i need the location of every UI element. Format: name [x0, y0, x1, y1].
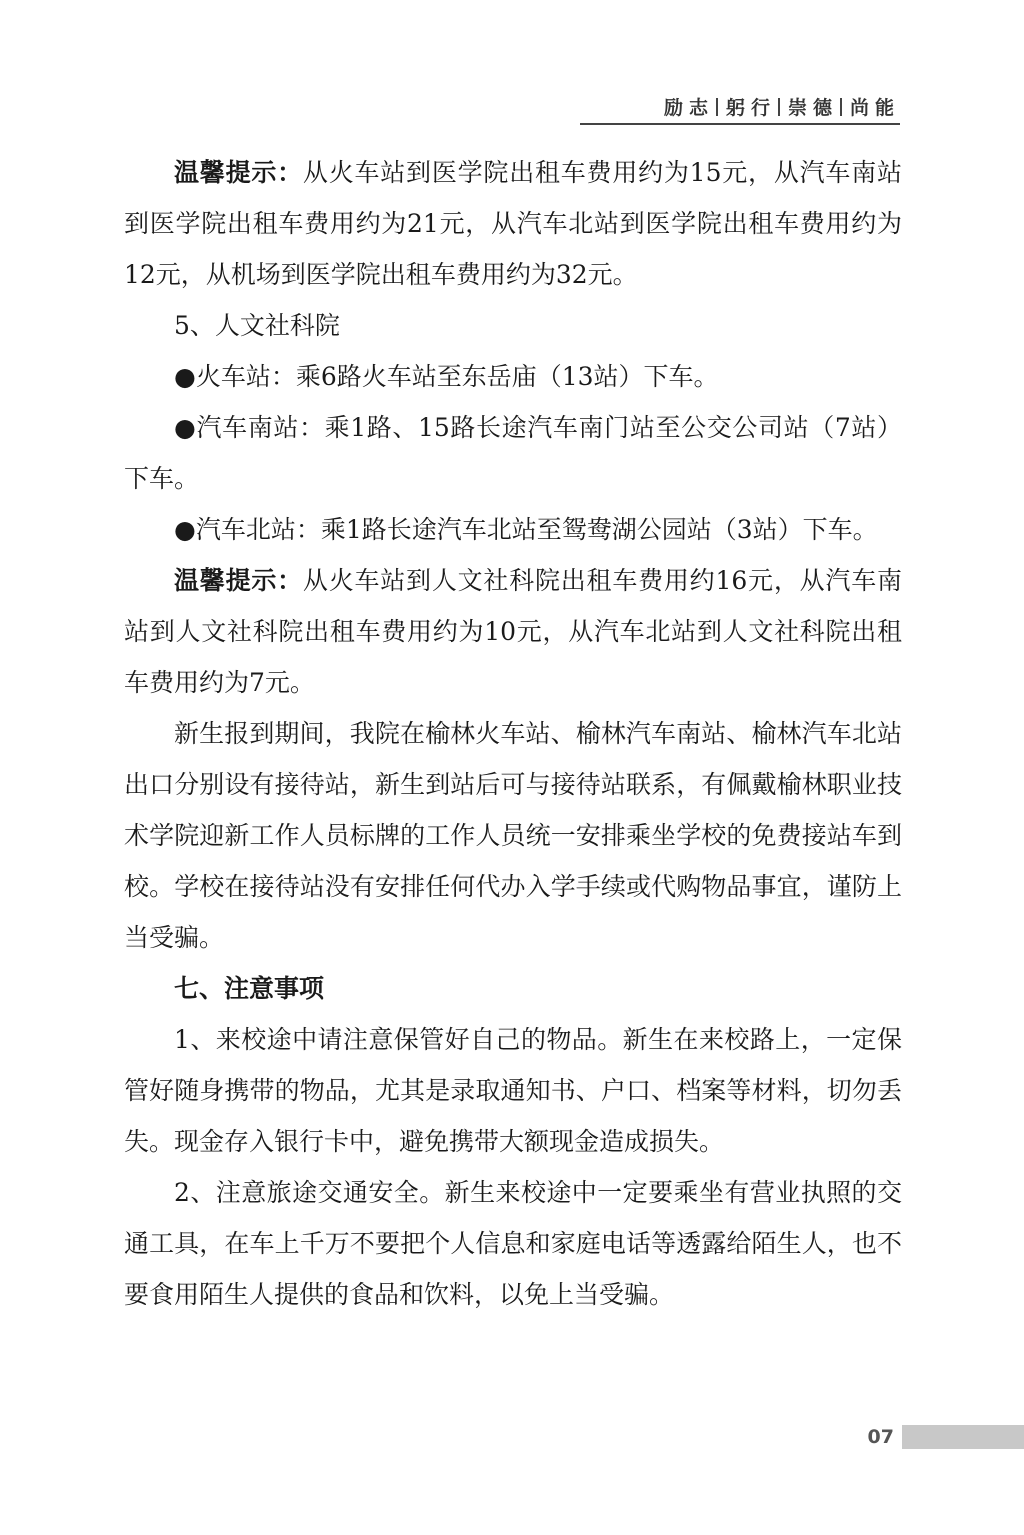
route-south-bus-station: ●汽车南站：乘1路、15路长途汽车南门站至公交公司站（7站）下车。	[124, 413, 902, 493]
tip-label: 温馨提示：	[174, 158, 303, 187]
section-title-notes: 七、注意事项	[174, 974, 325, 1003]
motto-word-2: 躬行	[725, 97, 776, 119]
page-number-bar	[902, 1425, 1024, 1449]
reception-paragraph: 新生报到期间，我院在榆林火车站、榆林汽车南站、榆林汽车北站出口分别设有接待站，新生到站后可与接待站联系，有佩戴榆林职业技术学院迎新工作人员标牌的工作人员统一安排乘坐学校的免费接站车到校。学校在接待站没有安排任何代办入学手续或代购物品事宜，谨防上当受骗。	[124, 719, 902, 952]
motto-word-4: 尚能	[849, 97, 900, 119]
tip-paragraph-humanities	[124, 555, 902, 708]
page-number: 07	[867, 1426, 894, 1448]
motto-word-3: 崇德	[787, 97, 838, 119]
header-rule	[580, 123, 900, 125]
motto-separator	[840, 98, 842, 116]
motto-separator	[716, 98, 718, 116]
note-item-2: 2、注意旅途交通安全。新生来校途中一定要乘坐有营业执照的交通工具，在车上千万不要把个人信息和家庭电话等透露给陌生人，也不要食用陌生人提供的食品和饮料，以免上当受骗。	[124, 1178, 902, 1309]
route-north-bus-station: ●汽车北站：乘1路长途汽车北站至鸳鸯湖公园站（3站）下车。	[174, 515, 878, 544]
header-motto	[664, 93, 900, 120]
note-item-1: 1、来校途中请注意保管好自己的物品。新生在来校路上，一定保管好随身携带的物品，尤其是录取通知书、户口、档案等材料，切勿丢失。现金存入银行卡中，避免携带大额现金造成损失。	[124, 1025, 902, 1156]
motto-separator	[778, 98, 780, 116]
tip-text: 从火车站到医学院出租车费用约为15元，从汽车南站到医学院出租车费用约为21元，从汽车北站到医学院出租车费用约为12元，从机场到医学院出租车费用约为32元。	[124, 158, 902, 289]
tip-label: 温馨提示：	[174, 566, 303, 595]
tip-text: 从火车站到人文社科院出租车费用约16元，从汽车南站到人文社科院出租车费用约为10元，从汽车北站到人文社科院出租车费用约为7元。	[124, 566, 902, 697]
route-train-station: ●火车站：乘6路火车站至东岳庙（13站）下车。	[174, 362, 719, 391]
section-title-humanities: 5、人文社科院	[174, 311, 340, 340]
page-body	[124, 147, 902, 1320]
tip-paragraph-medical	[124, 147, 902, 300]
motto-word-1: 励志	[663, 97, 714, 119]
